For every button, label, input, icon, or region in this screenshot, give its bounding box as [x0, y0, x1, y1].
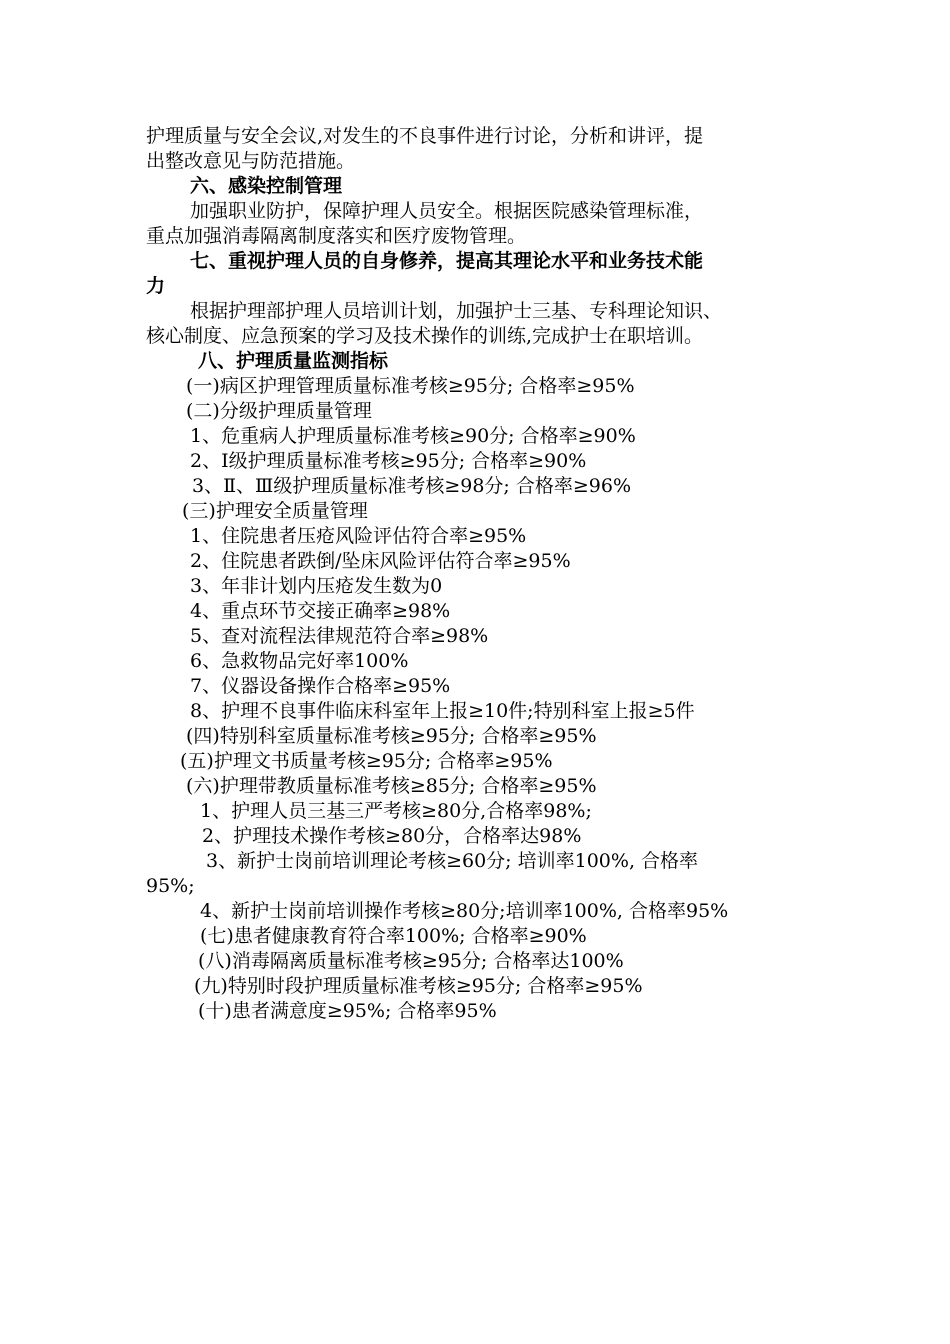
indicator-item: (七)患者健康教育符合率100%; 合格率≥90% — [200, 925, 587, 947]
indicator-item: 1、住院患者压疮风险评估符合率≥95% — [190, 525, 527, 547]
indicator-item: 2、护理技术操作考核≥80分，合格率达98% — [202, 825, 582, 847]
intro-line-2: 出整改意见与防范措施。 — [146, 150, 356, 172]
indicator-item: (九)特别时段护理质量标准考核≥95分; 合格率≥95% — [194, 975, 643, 997]
indicator-item: 95%; — [146, 875, 195, 897]
indicator-item: 4、重点环节交接正确率≥98% — [190, 600, 451, 622]
section-7-heading-line-1: 七、重视护理人员的自身修养，提高其理论水平和业务技术能 — [190, 250, 704, 272]
indicator-item: 1、护理人员三基三严考核≥80分,合格率98%; — [200, 800, 592, 822]
indicator-item: (四)特别科室质量标准考核≥95分; 合格率≥95% — [186, 725, 597, 747]
section-6-heading: 六、感染控制管理 — [190, 175, 343, 197]
indicator-item: 7、仪器设备操作合格率≥95% — [190, 675, 451, 697]
section-7-heading-line-2: 力 — [146, 275, 166, 297]
indicator-item: 6、急救物品完好率100% — [190, 650, 409, 672]
indicator-item: (二)分级护理质量管理 — [186, 400, 372, 422]
indicator-item: 2、住院患者跌倒/坠床风险评估符合率≥95% — [190, 550, 571, 572]
section-7-line-1: 根据护理部护理人员培训计划，加强护士三基、专科理论知识、 — [190, 300, 723, 322]
indicator-item: (六)护理带教质量标准考核≥85分; 合格率≥95% — [186, 775, 597, 797]
indicator-item: 3、Ⅱ、Ⅲ级护理质量标准考核≥98分; 合格率≥96% — [192, 475, 632, 497]
indicator-item: 5、查对流程法律规范符合率≥98% — [190, 625, 489, 647]
indicator-item: 1、危重病人护理质量标准考核≥90分; 合格率≥90% — [190, 425, 636, 447]
section-8-heading: 八、护理质量监测指标 — [198, 350, 389, 372]
indicator-item: (一)病区护理管理质量标准考核≥95分; 合格率≥95% — [186, 375, 635, 397]
indicator-item: 3、新护士岗前培训理论考核≥60分; 培训率100%, 合格率 — [206, 850, 699, 872]
indicator-item: 3、年非计划内压疮发生数为0 — [190, 575, 443, 597]
indicator-item: (八)消毒隔离质量标准考核≥95分; 合格率达100% — [198, 950, 624, 972]
section-7-line-2: 核心制度、应急预案的学习及技术操作的训练,完成护士在职培训。 — [146, 325, 704, 347]
indicator-item: 2、Ⅰ级护理质量标准考核≥95分; 合格率≥90% — [190, 450, 587, 472]
intro-line-1: 护理质量与安全会议,对发生的不良事件进行讨论，分析和讲评，提 — [146, 125, 704, 147]
indicator-item: 8、护理不良事件临床科室年上报≥10件;特别科室上报≥5件 — [190, 700, 695, 722]
indicator-item: (十)患者满意度≥95%; 合格率95% — [198, 1000, 497, 1022]
indicator-item: (三)护理安全质量管理 — [182, 500, 368, 522]
section-6-line-1: 加强职业防护，保障护理人员安全。根据医院感染管理标准， — [190, 200, 704, 222]
indicator-item: (五)护理文书质量考核≥95分; 合格率≥95% — [180, 750, 553, 772]
indicator-item: 4、新护士岗前培训操作考核≥80分;培训率100%, 合格率95% — [200, 900, 729, 922]
section-6-line-2: 重点加强消毒隔离制度落实和医疗废物管理。 — [146, 225, 527, 247]
